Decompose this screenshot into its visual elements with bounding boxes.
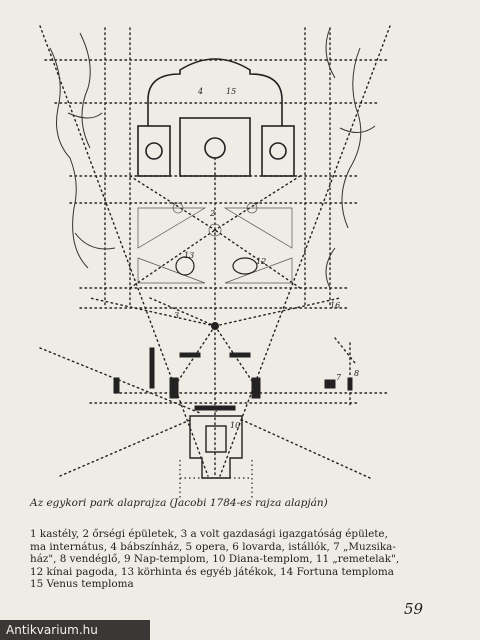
plan-label-3: 3	[174, 311, 180, 320]
legend-line: 12 kínai pagoda, 13 körhinta és egyéb játékok, 14 Fortuna temploma	[30, 565, 394, 578]
garden-south	[180, 460, 252, 498]
legend-line: ma internátus, 4 bábszínház, 5 opera, 6 lovarda, istállók, 7 „Muzsika-	[30, 540, 396, 553]
palace-forecourt	[138, 59, 294, 176]
legend-line: 1 kastély, 2 őrségi épületek, 3 a volt gazdasági igazgatóság épülete,	[30, 528, 388, 540]
plan-label-15: 15	[226, 87, 237, 96]
figure-caption: Az egykori park alaprajza (Jacobi 1784-es rajza alapján)	[30, 497, 328, 509]
plan-label-8: 8	[354, 369, 360, 378]
park-plan-drawing	[30, 8, 400, 498]
plan-label-4: 4	[198, 87, 204, 96]
watermark: Antikvarium.hu	[0, 620, 150, 640]
plan-label-7: 7	[336, 373, 342, 382]
plan-label-2: 2	[210, 209, 216, 218]
figure-legend	[30, 528, 450, 591]
legend-line: ház", 8 vendéglő, 9 Nap-templom, 10 Diana-templom, 11 „remetelak",	[30, 553, 400, 566]
legend-line: 15 Venus temploma	[30, 578, 134, 591]
plan-label-12: 12	[256, 257, 267, 266]
plan-label-16: 16	[330, 301, 341, 310]
plan-label-10: 10	[230, 421, 241, 430]
page-number: 59	[404, 600, 424, 618]
buildings	[114, 348, 352, 410]
plan-label-1: 1	[214, 405, 220, 414]
plan-number-labels	[174, 87, 359, 430]
plan-label-13: 13	[184, 251, 195, 260]
